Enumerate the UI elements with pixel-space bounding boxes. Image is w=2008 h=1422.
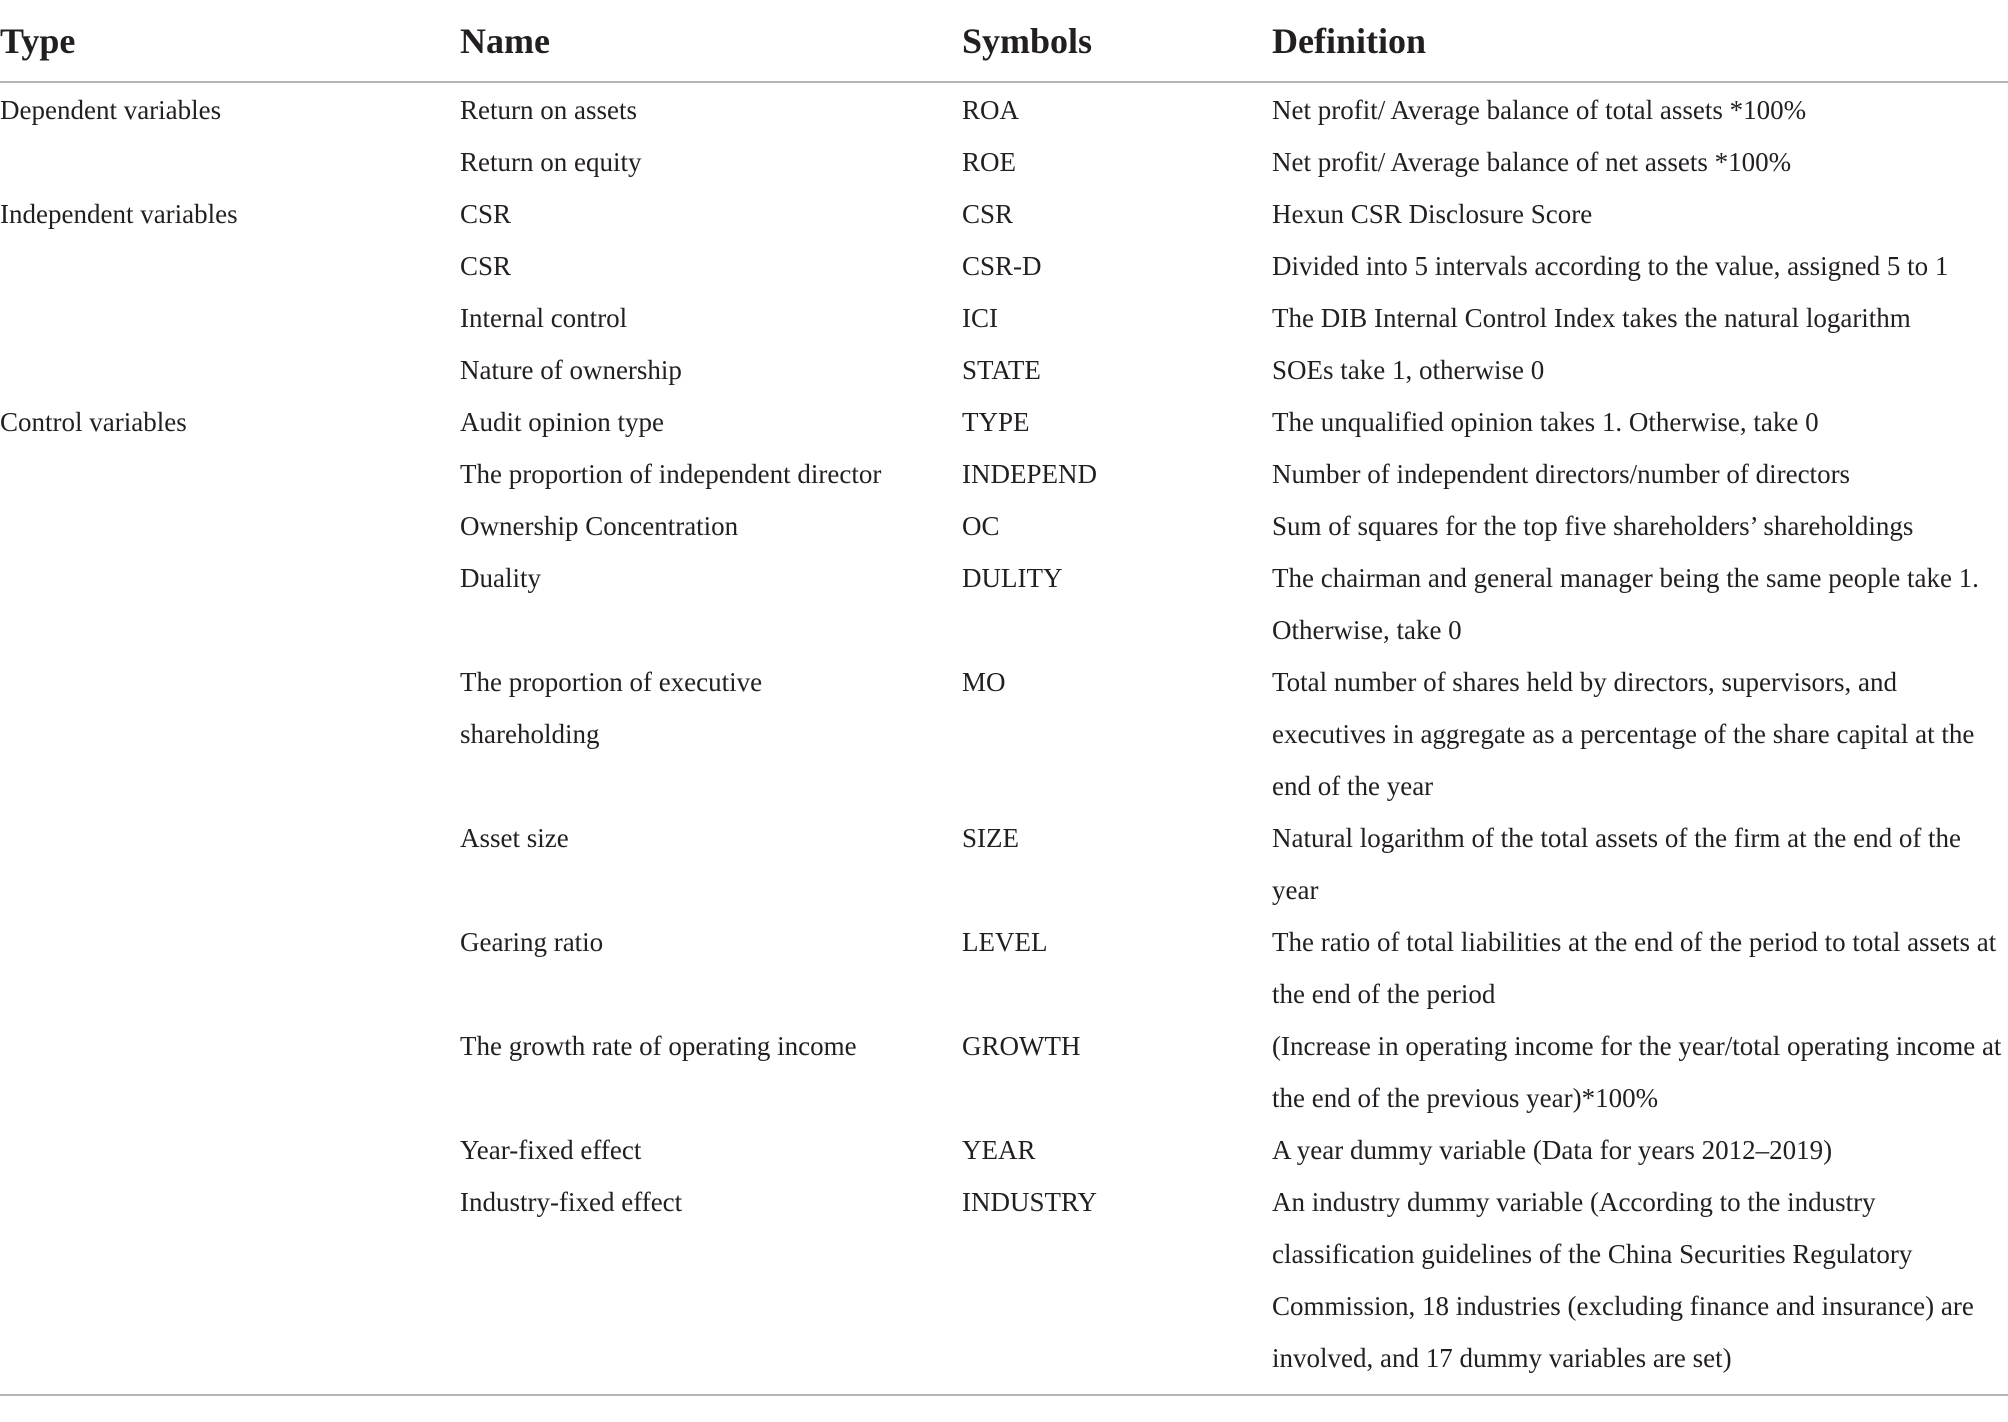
- table-row: [0, 136, 2008, 188]
- cell-definition: The ratio of total liabilities at the end of the period to total assets at the end of the period: [1272, 927, 1997, 1009]
- cell-name: Return on equity: [460, 147, 642, 177]
- table-row: [0, 448, 2008, 500]
- cell-definition: Divided into 5 intervals according to the value, assigned 5 to 1: [1272, 251, 1949, 281]
- cell-definition: A year dummy variable (Data for years 2012–2019): [1272, 1135, 1833, 1165]
- table-row: [0, 812, 2008, 916]
- header-row: [0, 0, 2008, 82]
- cell-type: [0, 448, 460, 500]
- header-name: Name: [460, 0, 962, 82]
- cell-symbol: STATE: [962, 355, 1041, 385]
- cell-name: CSR: [460, 199, 512, 229]
- cell-name: Duality: [460, 563, 541, 593]
- cell-definition: Number of independent directors/number of directors: [1272, 459, 1851, 489]
- cell-symbol: OC: [962, 511, 1000, 541]
- cell-name: Gearing ratio: [460, 927, 604, 957]
- table-row: [0, 656, 2008, 812]
- cell-symbol: ICI: [962, 303, 998, 333]
- cell-type: [0, 656, 460, 812]
- cell-type: Dependent variables: [0, 95, 222, 125]
- table-footer: [0, 1395, 2008, 1396]
- bottom-rule-cell: [0, 1395, 2008, 1396]
- cell-name: Industry-fixed effect: [460, 1187, 683, 1217]
- cell-symbol: MO: [962, 667, 1006, 697]
- cell-name: Nature of ownership: [460, 355, 682, 385]
- cell-type: [0, 1176, 460, 1395]
- cell-type: [0, 812, 460, 916]
- cell-definition: The chairman and general manager being the same people take 1. Otherwise, take 0: [1272, 563, 1979, 645]
- cell-type: Independent variables: [0, 199, 238, 229]
- header-type: Type: [0, 0, 460, 82]
- table-header: [0, 0, 2008, 82]
- header-definition: Definition: [1272, 0, 2008, 82]
- table-row: [0, 82, 2008, 136]
- cell-symbol: CSR: [962, 199, 1014, 229]
- cell-definition: (Increase in operating income for the year/total operating income at the end of the previous year)*100%: [1272, 1031, 2002, 1113]
- cell-symbol: ROA: [962, 95, 1020, 125]
- cell-type: [0, 1124, 460, 1176]
- cell-type: [0, 344, 460, 396]
- table-row: [0, 552, 2008, 656]
- cell-symbol: ROE: [962, 147, 1016, 177]
- cell-symbol: LEVEL: [962, 927, 1048, 957]
- cell-symbol: CSR-D: [962, 251, 1042, 281]
- table-row: [0, 1020, 2008, 1124]
- cell-name: Audit opinion type: [460, 407, 664, 437]
- cell-name: The proportion of executive shareholding: [460, 667, 763, 749]
- table-bottom-rule: [0, 1395, 2008, 1396]
- cell-definition: Net profit/ Average balance of net assets *100%: [1272, 147, 1792, 177]
- cell-symbol: YEAR: [962, 1135, 1036, 1165]
- cell-definition: SOEs take 1, otherwise 0: [1272, 355, 1545, 385]
- cell-type: [0, 500, 460, 552]
- table-row: [0, 1124, 2008, 1176]
- cell-type: [0, 1020, 460, 1124]
- table-row: [0, 396, 2008, 448]
- cell-definition: An industry dummy variable (According to the industry classification guidelines of the China Securities Regulatory Commission, 18 industries (excluding finance and insurance) are involved, and 17 dummy variables are set): [1272, 1187, 1974, 1373]
- cell-definition: Total number of shares held by directors, supervisors, and executives in aggregate as a percentage of the share capital at the end of the year: [1272, 667, 1975, 801]
- cell-symbol: TYPE: [962, 407, 1030, 437]
- cell-name: Asset size: [460, 823, 569, 853]
- cell-type: Control variables: [0, 407, 187, 437]
- table-row: [0, 916, 2008, 1020]
- cell-definition: Natural logarithm of the total assets of the firm at the end of the year: [1272, 823, 1962, 905]
- cell-definition: The DIB Internal Control Index takes the natural logarithm: [1272, 303, 1911, 333]
- table-row: [0, 344, 2008, 396]
- cell-symbol: SIZE: [962, 823, 1019, 853]
- cell-name: CSR: [460, 251, 512, 281]
- cell-type: [0, 292, 460, 344]
- cell-name: Year-fixed effect: [460, 1135, 642, 1165]
- cell-definition: Net profit/ Average balance of total assets *100%: [1272, 95, 1807, 125]
- cell-type: [0, 240, 460, 292]
- table-row: [0, 240, 2008, 292]
- cell-definition: The unqualified opinion takes 1. Otherwise, take 0: [1272, 407, 1819, 437]
- cell-symbol: DULITY: [962, 563, 1063, 593]
- table-body: [0, 82, 2008, 1395]
- cell-name: Return on assets: [460, 95, 637, 125]
- cell-name: The growth rate of operating income: [460, 1031, 857, 1061]
- table-row: [0, 292, 2008, 344]
- cell-type: [0, 552, 460, 656]
- cell-name: Internal control: [460, 303, 628, 333]
- cell-symbol: INDEPEND: [962, 459, 1097, 489]
- cell-definition: Sum of squares for the top five shareholders’ shareholdings: [1272, 511, 1914, 541]
- table-row: [0, 500, 2008, 552]
- cell-symbol: INDUSTRY: [962, 1187, 1098, 1217]
- cell-name: The proportion of independent director: [460, 459, 882, 489]
- cell-type: [0, 916, 460, 1020]
- cell-name: Ownership Concentration: [460, 511, 739, 541]
- cell-symbol: GROWTH: [962, 1031, 1081, 1061]
- table-row: [0, 188, 2008, 240]
- cell-type: [0, 136, 460, 188]
- cell-definition: Hexun CSR Disclosure Score: [1272, 199, 1593, 229]
- table-row: [0, 1176, 2008, 1395]
- header-symbols: Symbols: [962, 0, 1272, 82]
